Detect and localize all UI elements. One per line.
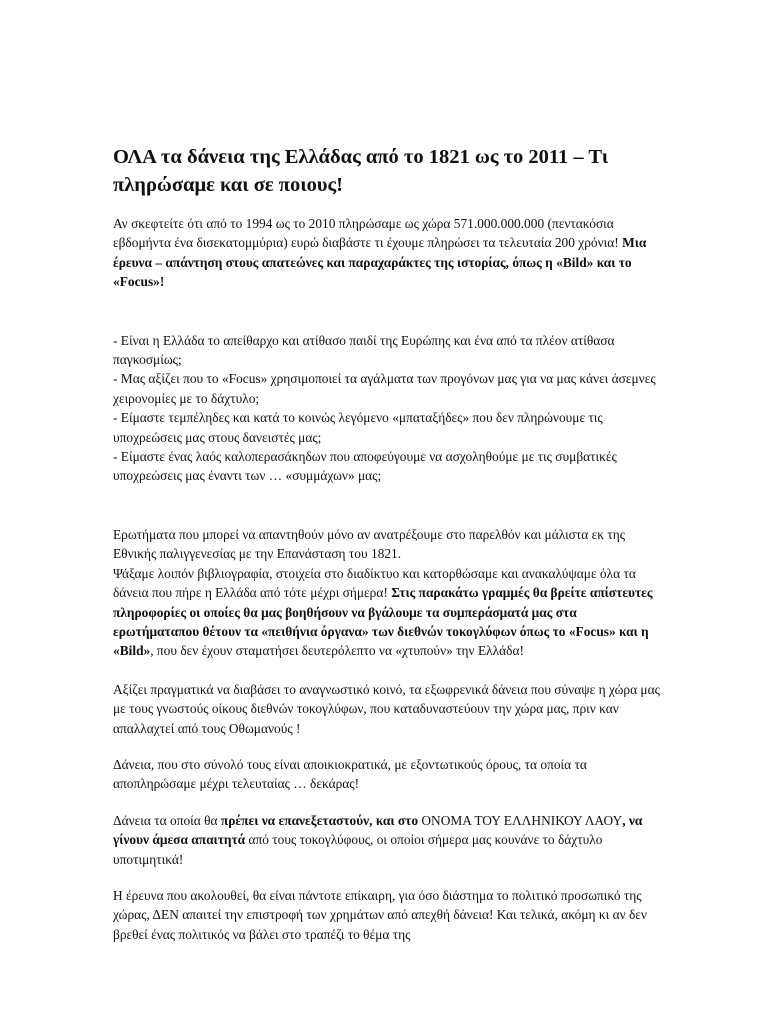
bullet-item: - Είμαστε τεμπέληδες και κατά το κοινώς λεγόμενο «μπαταξήδες» που δεν πληρώνουμε τις υποχρεώσεις μας στους δανειστές μας; xyxy=(113,410,603,445)
questions-line: Ερωτήματα που μπορεί να απαντηθούν μόνο αν ανατρέξουμε στο παρελθόν και μάλιστα εκ της Εθνικής παλιγγενεσίας με την Επανάσταση του 1821. xyxy=(113,526,626,562)
questions-tail: , που δεν έχουν σταματήσει δευτερόλεπτο να «χτυπούν» την Ελλάδα! xyxy=(150,643,524,659)
intro-bold-text: Μια έρευνα – απάντηση στους απατεώνες και παραχαράκτες της ιστορίας, όπως η «Bild» και το «Focus»! xyxy=(113,235,647,290)
reexamine-paragraph xyxy=(113,811,661,869)
reexamine-text: Δάνεια τα οποία θα xyxy=(113,812,221,828)
colonial-loans-paragraph: Δάνεια, που στο σύνολό τους είναι αποικιοκρατικά, με εξοντωτικούς όρους, τα οποία τα αποπληρώσαμε μέχρι τελευταίας … δεκάρας! xyxy=(113,756,587,792)
spacer xyxy=(113,292,661,331)
reexamine-bold-text: πρέπει να επανεξεταστούν, και στο xyxy=(220,812,419,828)
reader-paragraph: Αξίζει πραγματικά να διαβάσει το αναγνωστικό κοινό, τα εξωφρενικά δάνεια που σύναψε η χώρα μας με τους γνωστούς οίκους διεθνών τοκογλύφων, που καταδυναστεύουν την χώρα μας, πριν καν απαλλαχτεί από τους Οθωμανούς ! xyxy=(113,681,660,736)
search-line: Ψάξαμε λοιπόν βιβλιογραφία, στοιχεία στο διαδίκτυο και κατορθώσαμε και ανακαλύψαμε όλα τα δάνεια που πήρε η Ελλάδα από τότε μέχρι σήμερα! xyxy=(113,565,636,601)
demand-bold-text: , να γίνουν άμεσα απαιτητά xyxy=(113,812,643,848)
greek-people-caps: ΟΝΟΜΑ ΤΟΥ ΕΛΛΗΝΙΚΟΥ ΛΑΟΥ xyxy=(418,812,623,828)
questions-paragraph xyxy=(113,525,661,661)
spacer xyxy=(113,661,661,680)
document-page xyxy=(113,143,661,944)
reexamine-tail: από τους τοκογλύφους, οι οποίοι σήμερα μας κουνάνε το δάχτυλο υποτιμητικά! xyxy=(113,832,603,867)
questions-bold-text: Στις παρακάτω γραμμές θα βρείτε απίστευτες πληροφορίες οι οποίες θα μας βοηθήσουν να βγάλουμε τα συμπεράσματά μας στα ερωτήματαπου θέτουν τα «πειθήνια όργανα» των διεθνών τοκογλύφων όπως το «Focus» και η «Bild» xyxy=(113,585,653,659)
research-paragraph: Η έρευνα που ακολουθεί, θα είναι πάντοτε επίκαιρη, για όσο διάστημα το πολιτικό προσωπικό της χώρας, ΔΕΝ απαιτεί την επιστροφή των χρημάτων από απεχθή δάνεια! Και τελικά, ακόμη κι αν δεν βρεθεί ένας πολιτικός να βάλει στο τραπέζι το θέμα της xyxy=(113,887,647,942)
intro-text: Αν σκεφτείτε ότι από το 1994 ως το 2010 πληρώσαμε ως χώρα 571.000.000.000 (πεντακόσια εβδομήντα ένα δισεκατομμύρια) ευρώ διαβάστε τι έχουμε πληρώσει τα τελευταία 200 χρόνια! xyxy=(113,216,623,251)
document-title: ΟΛΑ τα δάνεια της Ελλάδας από το 1821 ως το 2011 – Τι πληρώσαμε και σε ποιους! xyxy=(113,146,609,196)
bullet-item: - Είμαστε ένας λαός καλοπερασάκηδων που αποφεύγουμε να ασχοληθούμε με τις συμβατικές υποχρεώσεις μας έναντι των … «συμμάχων» μας; xyxy=(113,449,617,484)
intro-paragraph xyxy=(113,214,661,292)
bullet-item: - Μας αξίζει που το «Focus» χρησιμοποιεί τα αγάλματα των προγόνων μας για να μας κάνει άσεμνες χειρονομίες με το δάχτυλο; xyxy=(113,371,656,406)
spacer xyxy=(113,486,661,525)
bullet-item: - Είναι η Ελλάδα το απείθαρχο και ατίθασο παιδί της Ευρώπης και ένα από τα πλέον ατίθασα παγκοσμίως; xyxy=(113,332,615,368)
